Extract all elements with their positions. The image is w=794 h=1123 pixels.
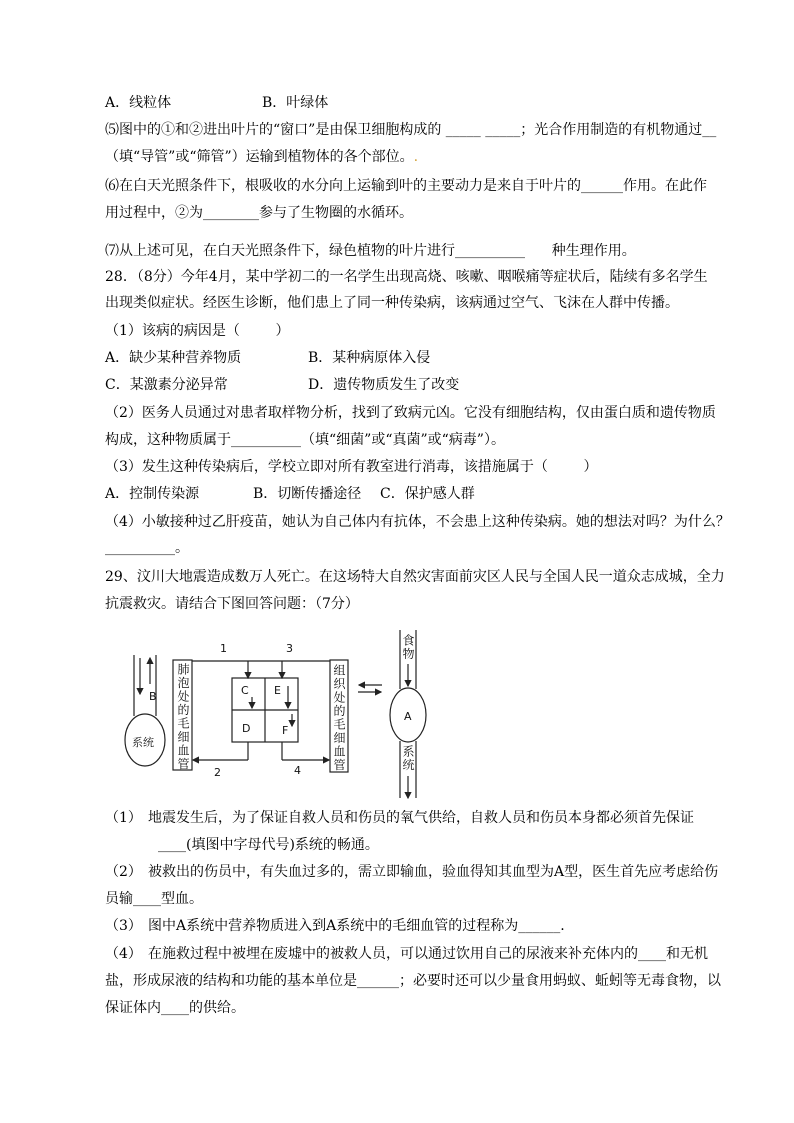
- path-label-2: 2: [214, 766, 221, 779]
- heart-chamber-e: E: [274, 684, 281, 697]
- q27-option-a: A．线粒体: [105, 95, 172, 111]
- a-system-letter: A: [404, 710, 412, 723]
- q28-sub3-option-c: C．保护感人群: [380, 486, 475, 502]
- a-system-label: 系统: [401, 745, 415, 772]
- q27-part5-line1: ⑸图中的①和②进出叶片的“窗口”是由保卫细胞构成的 _____ _____；光合作用制造的有机物通过__: [105, 122, 717, 138]
- q29-sub2-line1: 被救出的伤员中，有失血过多的，需立即输血，验血得知其血型为A型，医生首先应考虑给伤: [148, 864, 719, 880]
- path-label-1: 1: [220, 642, 227, 655]
- q27-part6-line1: ⑹在白天光照条件下，根吸收的水分向上运输到叶的主要动力是来自于叶片的______作用。在此作: [105, 178, 707, 194]
- q28-sub1-option-a: A．缺少某种营养物质: [105, 350, 242, 366]
- q29-sub1-line2: ____(填图中字母代号)系统的畅通。: [158, 837, 379, 853]
- q29-sub3-line1: 图中A系统中营养物质进入到A系统中的毛细血管的过程称为______.: [148, 918, 565, 934]
- q28-sub4-line1: （4）小敏接种过乙肝疫苗，她认为自己体内有抗体，不会患上这种传染病。她的想法对吗？为什么？: [105, 514, 730, 530]
- q29-sub4-line2: 盐，形成尿液的结构和功能的基本单位是______；必要时还可以少量食用蚂蚁、蚯蚓等无毒食物，以: [105, 973, 721, 989]
- tissue-capillary-label: 组织处的毛细血管: [332, 664, 346, 772]
- q28-sub3-option-a: A．控制传染源: [105, 486, 200, 502]
- q28-sub2-line2: 构成，这种物质属于__________（填“细菌”或“真菌”或“病毒”）。: [105, 432, 505, 448]
- q28-sub4-answer-blank: __________。: [105, 540, 189, 556]
- heart-chamber-d: D: [242, 722, 251, 735]
- q29-sub1-line1: 地震发生后，为了保证自救人员和伤员的氧气供给，自救人员和伤员本身都必须首先保证: [148, 810, 694, 826]
- q27-option-b: B．叶绿体: [262, 95, 329, 111]
- q28-stem-line1: 28．（8分）今年4月，某中学初二的一名学生出现高烧、咳嗽、咽喉痛等症状后，陆续有多名学生: [105, 269, 708, 285]
- q28-stem-line2: 出现类似症状。经医生诊断，他们患上了同一种传染病，该病通过空气、飞沫在人群中传播。: [105, 295, 679, 311]
- q29-sub4-number: （4）: [105, 946, 142, 962]
- circulation-diagram: [120, 628, 460, 808]
- q29-sub4-line1: 在施救过程中被埋在废墟中的被救人员，可以通过饮用自己的尿液来补充体内的____和无机: [148, 946, 708, 962]
- a-food-input-label: 食物: [401, 634, 415, 661]
- path-label-3: 3: [286, 642, 293, 655]
- q29-sub1-number: （1）: [105, 810, 142, 826]
- q27-part5-line2: （填“导管”或“筛管”）运输到植物体的各个部位。: [105, 149, 414, 165]
- heart-chamber-c: C: [241, 684, 249, 697]
- q29-sub3-number: （3）: [105, 918, 142, 934]
- q28-sub3-question: （3）发生这种传染病后，学校立即对所有教室进行消毒，该措施属于（ ）: [105, 459, 598, 475]
- heart-chamber-f: F: [282, 724, 289, 737]
- b-system-label: 系统: [132, 736, 154, 749]
- q27-part7: ⑺从上述可见，在白天光照条件下，绿色植物的叶片进行__________ 种生理作用。: [105, 243, 636, 259]
- q28-sub1-question: （1）该病的病因是（ ）: [105, 323, 290, 339]
- q29-sub2-number: （2）: [105, 864, 142, 880]
- q28-sub1-option-d: D．遗传物质发生了改变: [308, 377, 460, 393]
- q27-part5-line2-wrap: [105, 148, 418, 166]
- q29-sub4-line3: 保证体内____的供给。: [105, 1000, 245, 1016]
- q29-stem-line1: 29、汶川大地震造成数万人死亡。在这场特大自然灾害面前灾区人民与全国人民一道众志成城，全力: [105, 569, 725, 585]
- path-label-4: 4: [294, 764, 301, 777]
- lung-capillary-label: 肺泡处的毛细血管: [176, 663, 190, 771]
- q28-sub1-option-c: C．某激素分泌异常: [105, 377, 228, 393]
- b-system-letter: B: [149, 690, 157, 703]
- stray-dot: .: [413, 149, 419, 165]
- q29-stem-line2: 抗震救灾。请结合下图回答问题：（7分）: [105, 596, 359, 612]
- q29-sub2-line2: 员输____型血。: [105, 891, 203, 907]
- q28-sub2-line1: （2）医务人员通过对患者取样物分析，找到了致病元凶。它没有细胞结构，仅由蛋白质和遗传物质: [105, 405, 716, 421]
- q28-sub3-option-b: B．切断传播途径: [253, 486, 362, 502]
- q27-part6-line2: 用过程中，②为________参与了生物圈的水循环。: [105, 205, 413, 221]
- q28-sub1-option-b: B．某种病原体入侵: [308, 350, 431, 366]
